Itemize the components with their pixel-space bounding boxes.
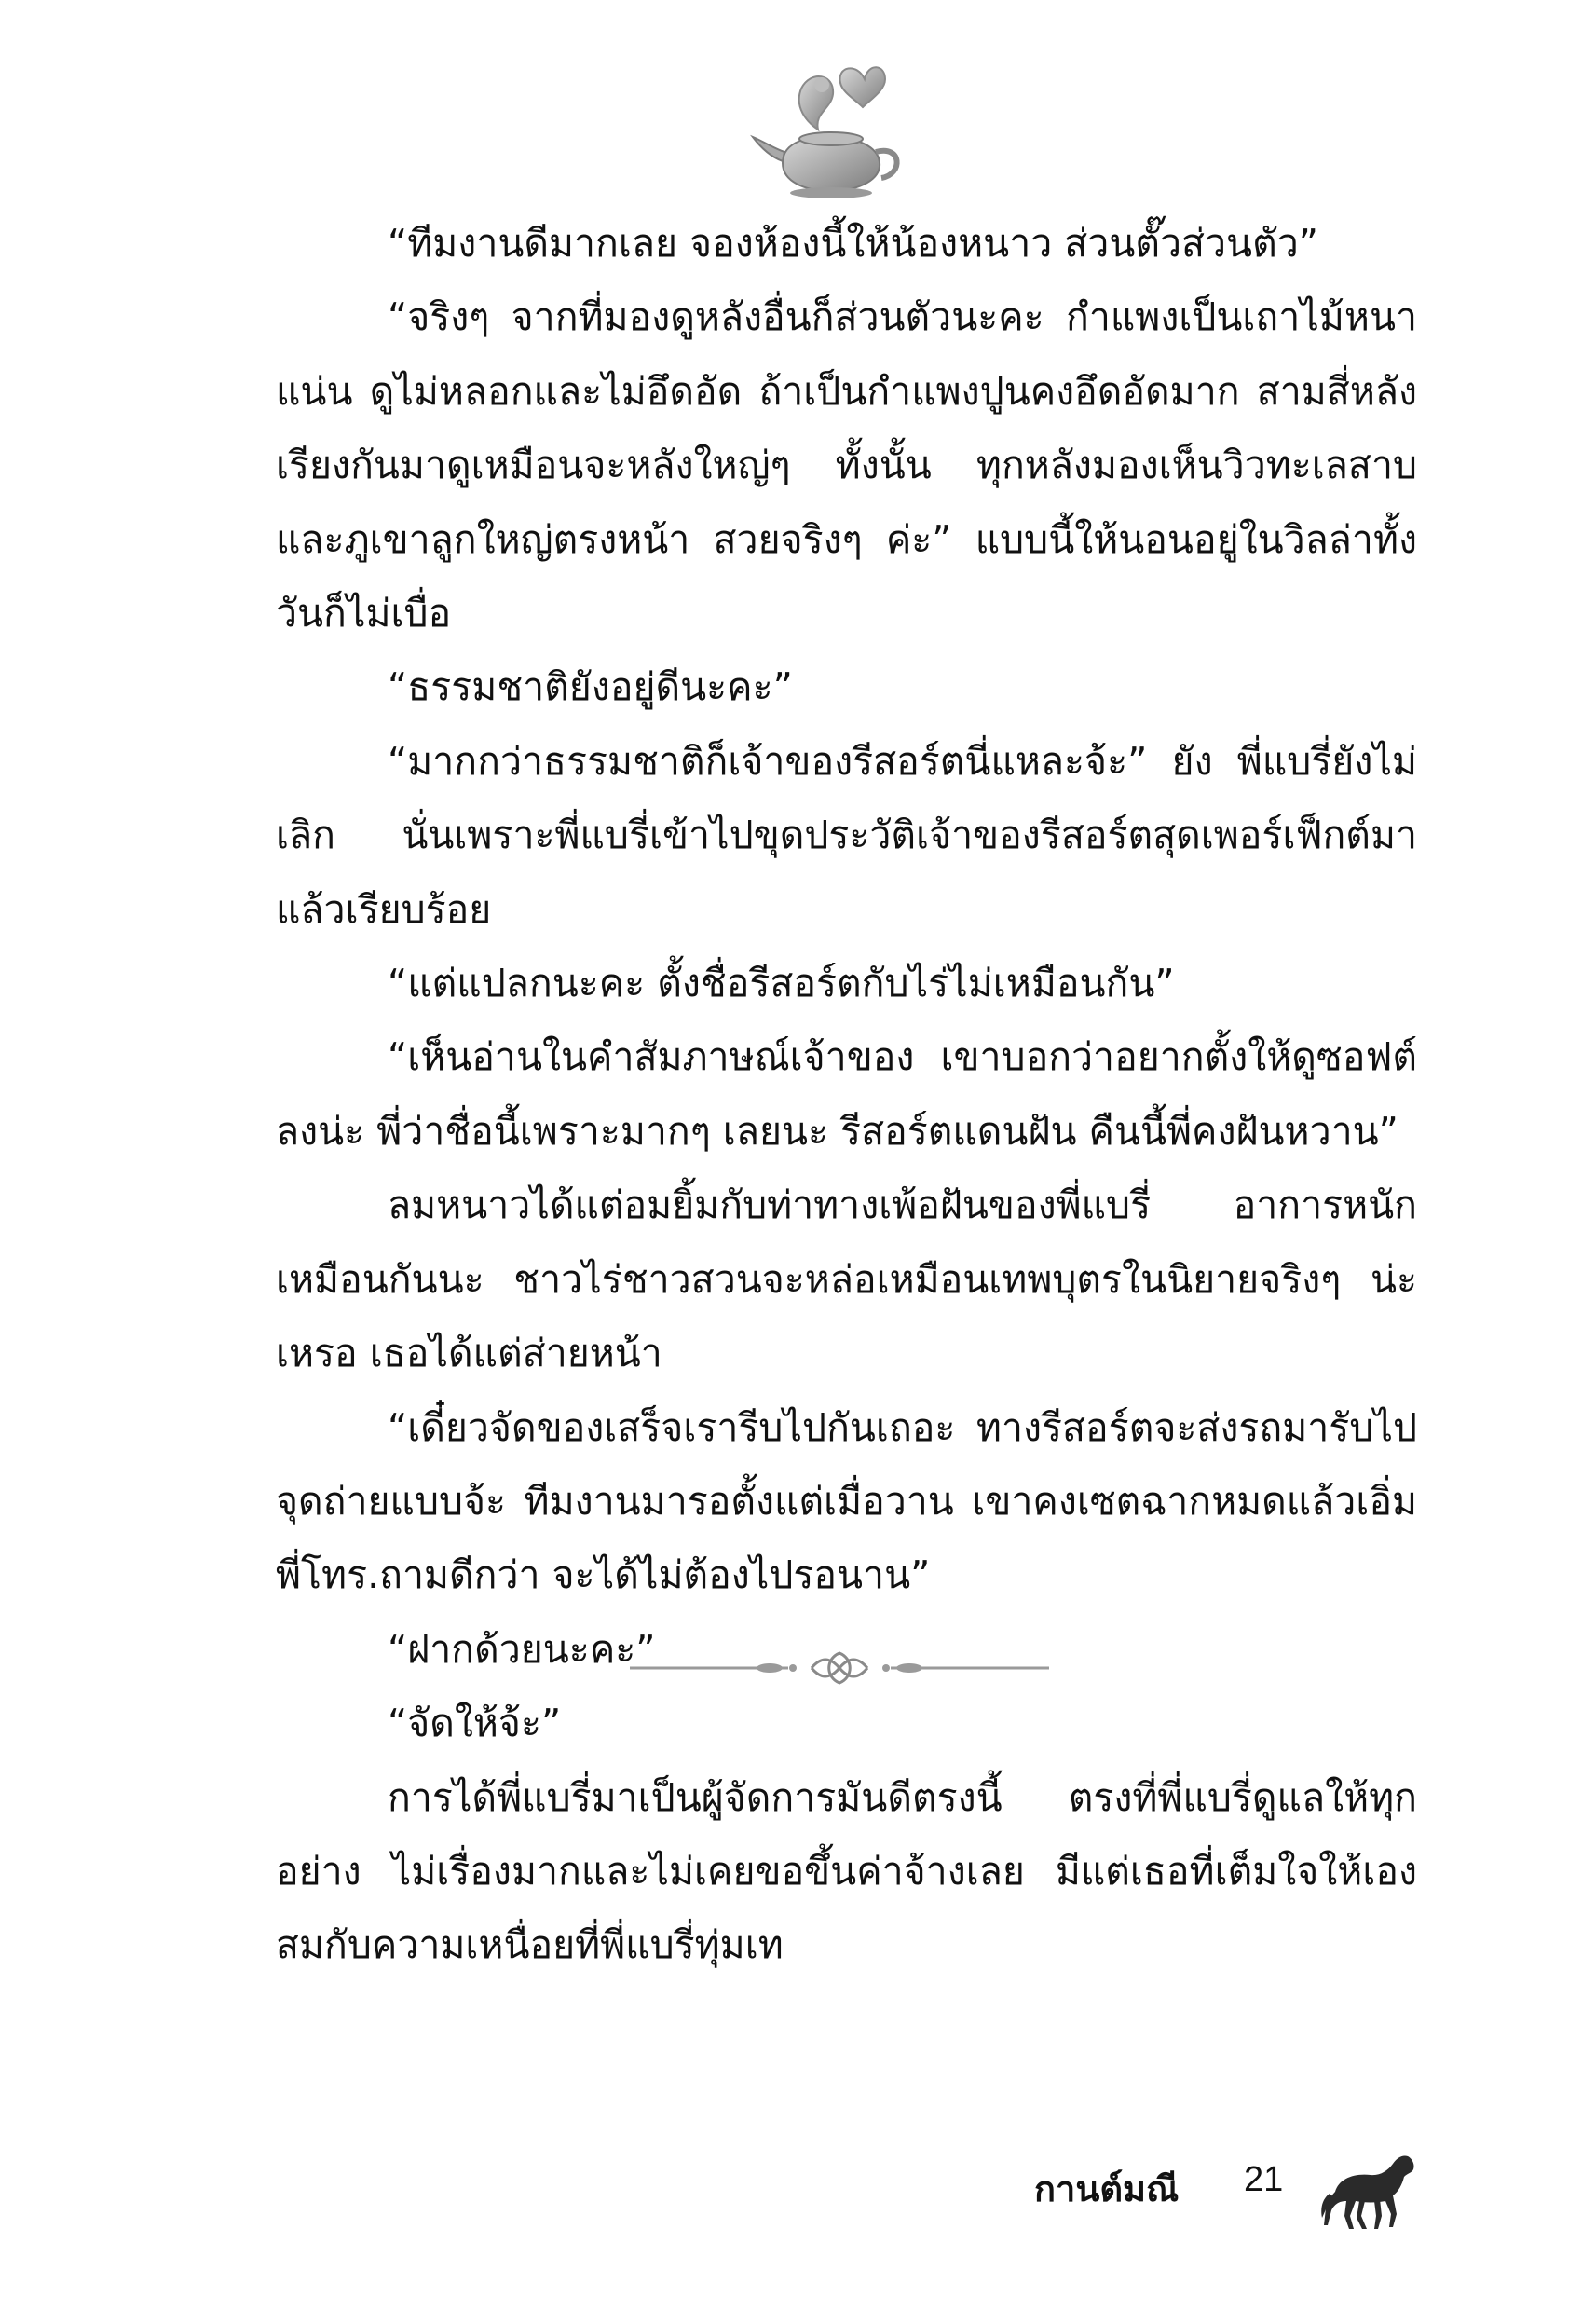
flourish-divider-icon — [630, 1649, 1049, 1687]
page-footer — [1034, 2143, 1425, 2246]
book-title: กานต์มณี — [1034, 2168, 1180, 2209]
paragraph: “จริงๆ จากที่มองดูหลังอื่นก็ส่วนตัวนะคะ กำแพงเป็นเถาไม้หนาแน่น ดูไม่หลอกและไม่อึดอัด ถ้าเป็นกำแพงปูนคงอึดอัดมาก สามสี่หลังเรียงกันมาดูเหมือนจะหลังใหญ่ๆ ทั้งนั้น ทุกหลังมองเห็นวิวทะเลสาบและภูเขาลูกใหญ่ตรงหน้า สวยจริงๆ ค่ะ” แบบนี้ให้นอนอยู่ในวิลล่าทั้งวันก็ไม่เบื่อ — [276, 294, 1417, 636]
paragraph: “จัดให้จ้ะ” — [388, 1701, 562, 1746]
body-text — [276, 207, 1417, 1983]
paragraph: ลมหนาวได้แต่อมยิ้มกับท่าทางเพ้อฝันของพี่แบรี่ อาการหนักเหมือนกันนะ ชาวไร่ชาวสวนจะหล่อเหมือนเทพบุตรในนิยายจริงๆ น่ะเหรอ เธอได้แต่ส่ายหน้า — [276, 1183, 1417, 1376]
paragraph: “ทีมงานดีมากเลย จองห้องนี้ให้น้องหนาว ส่วนตั๊วส่วนตัว” — [388, 221, 1318, 266]
paragraph: “เห็นอ่านในคำสัมภาษณ์เจ้าของ เขาบอกว่าอยากตั้งให้ดูซอฟต์ลงน่ะ พี่ว่าชื่อนี้เพราะมากๆ เลยนะ รีสอร์ตแดนฝัน คืนนี้พี่คงฝันหวาน” — [276, 1034, 1417, 1154]
paragraph: “เดี๋ยวจัดของเสร็จเรารีบไปกันเถอะ ทางรีสอร์ตจะส่งรถมารับไปจุดถ่ายแบบจ้ะ ทีมงานมารอตั้งแต่เมื่อวาน เขาคงเซตฉากหมดแล้วเอิ่ม พี่โทร.ถามดีกว่า จะได้ไม่ต้องไปรอนาน” — [276, 1404, 1417, 1598]
horse-icon — [1318, 2143, 1421, 2236]
paragraph: “แต่แปลกนะคะ ตั้งชื่อรีสอร์ตกับไร่ไม่เหมือนกัน” — [388, 961, 1175, 1006]
paragraph: “มากกว่าธรรมชาติก็เจ้าของรีสอร์ตนี่แหละจ้ะ” ยัง พี่แบรี่ยังไม่เลิก นั่นเพราะพี่แบรี่เข้าไปขุดประวัติเจ้าของรีสอร์ตสุดเพอร์เฟ็กต์มาแล้วเรียบร้อย — [276, 738, 1417, 932]
paragraph: “ธรรมชาติยังอยู่ดีนะคะ” — [388, 664, 793, 710]
teapot-fairy-ornament-icon — [745, 51, 913, 210]
paragraph: “ฝากด้วยนะคะ” — [388, 1626, 656, 1672]
paragraph: การได้พี่แบรี่มาเป็นผู้จัดการมันดีตรงนี้ ตรงที่พี่แบรี่ดูแลให้ทุกอย่าง ไม่เรื่องมากและไม่เคยขอขึ้นค่าจ้างเลย มีแต่เธอที่เต็มใจให้เองสมกับความเหนื่อยที่พี่แบรี่ทุ่มเท — [276, 1774, 1417, 1968]
page-number: 21 — [1244, 2160, 1284, 2199]
